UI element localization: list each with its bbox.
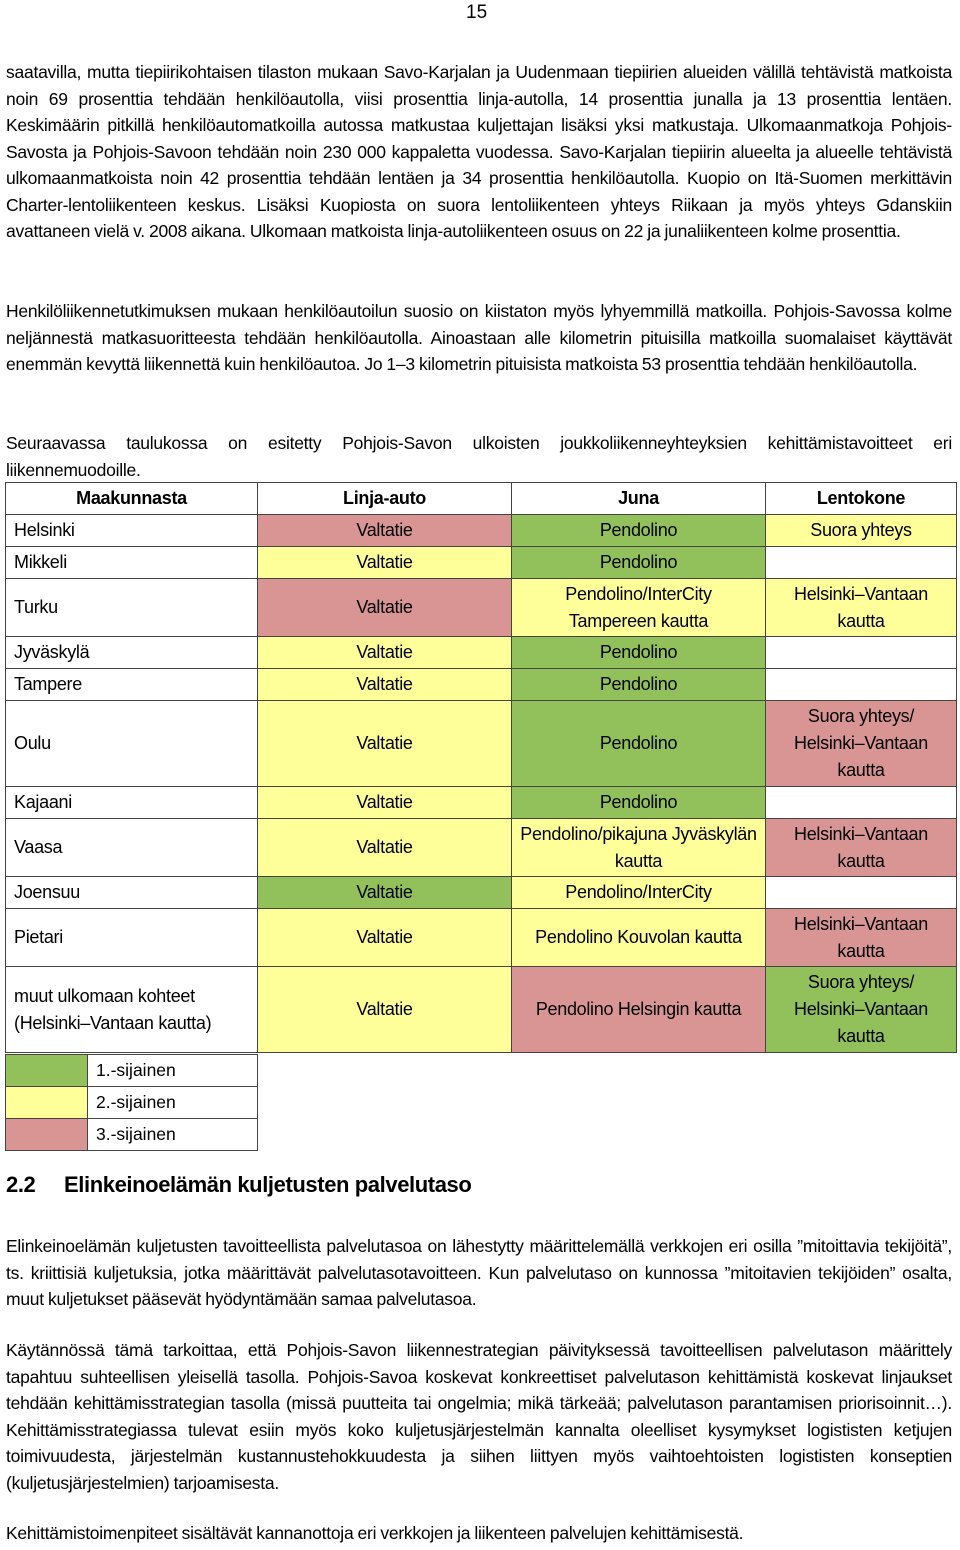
table-row bbox=[6, 515, 957, 547]
legend-row bbox=[6, 1055, 258, 1087]
plane-cell: Suora yhteys bbox=[766, 515, 957, 547]
train-cell: Pendolino Helsingin kautta bbox=[512, 967, 766, 1053]
region-cell: Vaasa bbox=[6, 819, 258, 877]
train-cell: Pendolino/InterCity Tampereen kautta bbox=[512, 579, 766, 637]
plane-cell bbox=[766, 637, 957, 669]
plane-cell: Helsinki–Vantaan kautta bbox=[766, 819, 957, 877]
table-header-row bbox=[6, 483, 957, 515]
region-cell: Turku bbox=[6, 579, 258, 637]
bus-cell: Valtatie bbox=[258, 967, 512, 1053]
page-number: 15 bbox=[466, 2, 488, 23]
bus-cell: Valtatie bbox=[258, 579, 512, 637]
table-row bbox=[6, 579, 957, 637]
section-heading bbox=[6, 1172, 471, 1198]
region-cell: Jyväskylä bbox=[6, 637, 258, 669]
connection-targets-table bbox=[5, 482, 957, 1053]
table-row bbox=[6, 877, 957, 909]
train-cell: Pendolino bbox=[512, 515, 766, 547]
legend-row bbox=[6, 1119, 258, 1151]
bus-cell: Valtatie bbox=[258, 669, 512, 701]
plane-cell bbox=[766, 669, 957, 701]
train-cell: Pendolino bbox=[512, 637, 766, 669]
train-cell: Pendolino bbox=[512, 669, 766, 701]
table-row bbox=[6, 637, 957, 669]
table-row bbox=[6, 909, 957, 967]
plane-cell: Helsinki–Vantaan kautta bbox=[766, 579, 957, 637]
bus-cell: Valtatie bbox=[258, 819, 512, 877]
table-row bbox=[6, 819, 957, 877]
bus-cell: Valtatie bbox=[258, 877, 512, 909]
region-cell: muut ulkomaan kohteet (Helsinki–Vantaan kautta) bbox=[6, 967, 258, 1053]
table-row bbox=[6, 669, 957, 701]
plane-cell: Helsinki–Vantaan kautta bbox=[766, 909, 957, 967]
region-cell: Pietari bbox=[6, 909, 258, 967]
paragraph-service-level: Elinkeinoelämän kuljetusten tavoitteellista palvelutasoa on lähestytty määrittelemällä verkkojen eri osilla ”mitoittavia tekijöitä”, ts. kriittisiä kuljetuksia, jotka määrittävät palvelutasotavoitteen. Kun palvelutaso on kunnossa ”mitoitavien tekijöiden” osalta, muut kuljetukset pääsevät hyödyntämään samaa palvelutasoa. bbox=[6, 1236, 952, 1309]
legend-label: 3.-sijainen bbox=[88, 1119, 258, 1151]
header-bus: Linja-auto bbox=[258, 483, 512, 515]
section-title: Elinkeinoelämän kuljetusten palvelutaso bbox=[64, 1172, 472, 1197]
header-plane: Lentokone bbox=[766, 483, 957, 515]
table-row bbox=[6, 787, 957, 819]
region-cell: Mikkeli bbox=[6, 547, 258, 579]
legend-swatch bbox=[6, 1119, 88, 1151]
plane-cell: Suora yhteys/ Helsinki–Vantaan kautta bbox=[766, 967, 957, 1053]
region-cell: Tampere bbox=[6, 669, 258, 701]
region-cell: Oulu bbox=[6, 701, 258, 787]
train-cell: Pendolino bbox=[512, 787, 766, 819]
legend-table bbox=[5, 1054, 258, 1151]
table-row bbox=[6, 701, 957, 787]
paragraph-car-popularity: Henkilöliikennetutkimuksen mukaan henkilöautoilun suosio on kiistaton myös lyhyemmillä matkoilla. Pohjois-Savossa kolme neljännestä matkasuoritteesta tehdään henkilöautolla. Ainoastaan alle kilometrin pituisilla matkoilla suomalaiset käyttävät enemmän kevyttä liikennettä kuin henkilöautoa. Jo 1–3 kilometrin pituisista matkoista 53 prosenttia tehdään henkilöautolla. bbox=[6, 301, 952, 374]
paragraph-travel-statistics: saatavilla, mutta tiepiirikohtaisen tilaston mukaan Savo-Karjalan ja Uudenmaan tiepiirien alueiden välillä tehtävistä matkoista noin 69 prosenttia tehdään henkilöautolla, viisi prosenttia linja-autolla, 14 prosenttia junalla ja 13 prosenttia lentäen. Keskimäärin pitkillä henkilöautomatkoilla autossa matkustaa kuljettajan lisäksi yksi matkustaja. Ulkomaanmatkoja Pohjois-Savosta ja Pohjois-Savoon tehdään noin 230 000 kappaletta vuodessa. Savo-Karjalan tiepiirin alueelta ja alueelle tehtävistä ulkomaanmatkoista noin 42 prosenttia tehdään lentäen ja 34 prosenttia henkilöautolla. Kuopio on Itä-Suomen merkittävin Charter-lentoliikenteen keskus. Lisäksi Kuopiosta on suora lentoliikenteen yhteys Riikaan ja myös yhteys Gdanskiin avattaneen vielä v. 2008 aikana. Ulkomaan matkoista linja-autoliikenteen osuus on 22 ja junaliikenteen kolme prosenttia. bbox=[6, 62, 952, 241]
header-train: Juna bbox=[512, 483, 766, 515]
legend-label: 2.-sijainen bbox=[88, 1087, 258, 1119]
legend-swatch bbox=[6, 1055, 88, 1087]
plane-cell bbox=[766, 877, 957, 909]
bus-cell: Valtatie bbox=[258, 909, 512, 967]
legend-row bbox=[6, 1087, 258, 1119]
table-row bbox=[6, 547, 957, 579]
plane-cell: Suora yhteys/ Helsinki–Vantaan kautta bbox=[766, 701, 957, 787]
train-cell: Pendolino bbox=[512, 701, 766, 787]
plane-cell bbox=[766, 547, 957, 579]
region-cell: Joensuu bbox=[6, 877, 258, 909]
table-body bbox=[6, 515, 957, 1053]
header-region: Maakunnasta bbox=[6, 483, 258, 515]
paragraph-strategy: Käytännössä tämä tarkoittaa, että Pohjois-Savon liikennestrategian päivityksessä tavoitteellisen palvelutason määrittely tapahtuu suhteellisen yleisellä tasolla. Pohjois-Savoa koskevat konkreettiset palvelutason kehittämistä koskevat linjaukset tehdään kehittämisstrategian tasolla (missä puutteita tai ongelmia; mikä tärkeää; palvelutason parantamisen priorisoinnit…). Kehittämisstrategiassa tulevat esiin myös koko kuljetusjärjestelmän kannalta oleelliset kysymykset logististen ketjujen toimivuudesta, järjestelmän kustannustehokkuudesta ja siihen liittyen myös vaihtoehtoisten logististen konseptien (kuljetusjärjestelmien) tarjoamisesta. bbox=[6, 1340, 952, 1493]
paragraph-table-intro: Seuraavassa taulukossa on esitetty Pohjois-Savon ulkoisten joukkoliikenneyhteyksien kehittämistavoitteet eri liikennemuodoille. bbox=[6, 433, 952, 480]
table-row bbox=[6, 967, 957, 1053]
train-cell: Pendolino Kouvolan kautta bbox=[512, 909, 766, 967]
paragraph-measures: Kehittämistoimenpiteet sisältävät kannanottoja eri verkkojen ja liikenteen palvelujen kehittämisestä. bbox=[6, 1523, 744, 1543]
train-cell: Pendolino/pikajuna Jyväskylän kautta bbox=[512, 819, 766, 877]
section-number: 2.2 bbox=[6, 1172, 36, 1197]
region-cell: Kajaani bbox=[6, 787, 258, 819]
legend-swatch bbox=[6, 1087, 88, 1119]
train-cell: Pendolino/InterCity bbox=[512, 877, 766, 909]
legend-label: 1.-sijainen bbox=[88, 1055, 258, 1087]
region-cell: Helsinki bbox=[6, 515, 258, 547]
bus-cell: Valtatie bbox=[258, 637, 512, 669]
bus-cell: Valtatie bbox=[258, 701, 512, 787]
train-cell: Pendolino bbox=[512, 547, 766, 579]
bus-cell: Valtatie bbox=[258, 787, 512, 819]
bus-cell: Valtatie bbox=[258, 515, 512, 547]
bus-cell: Valtatie bbox=[258, 547, 512, 579]
plane-cell bbox=[766, 787, 957, 819]
